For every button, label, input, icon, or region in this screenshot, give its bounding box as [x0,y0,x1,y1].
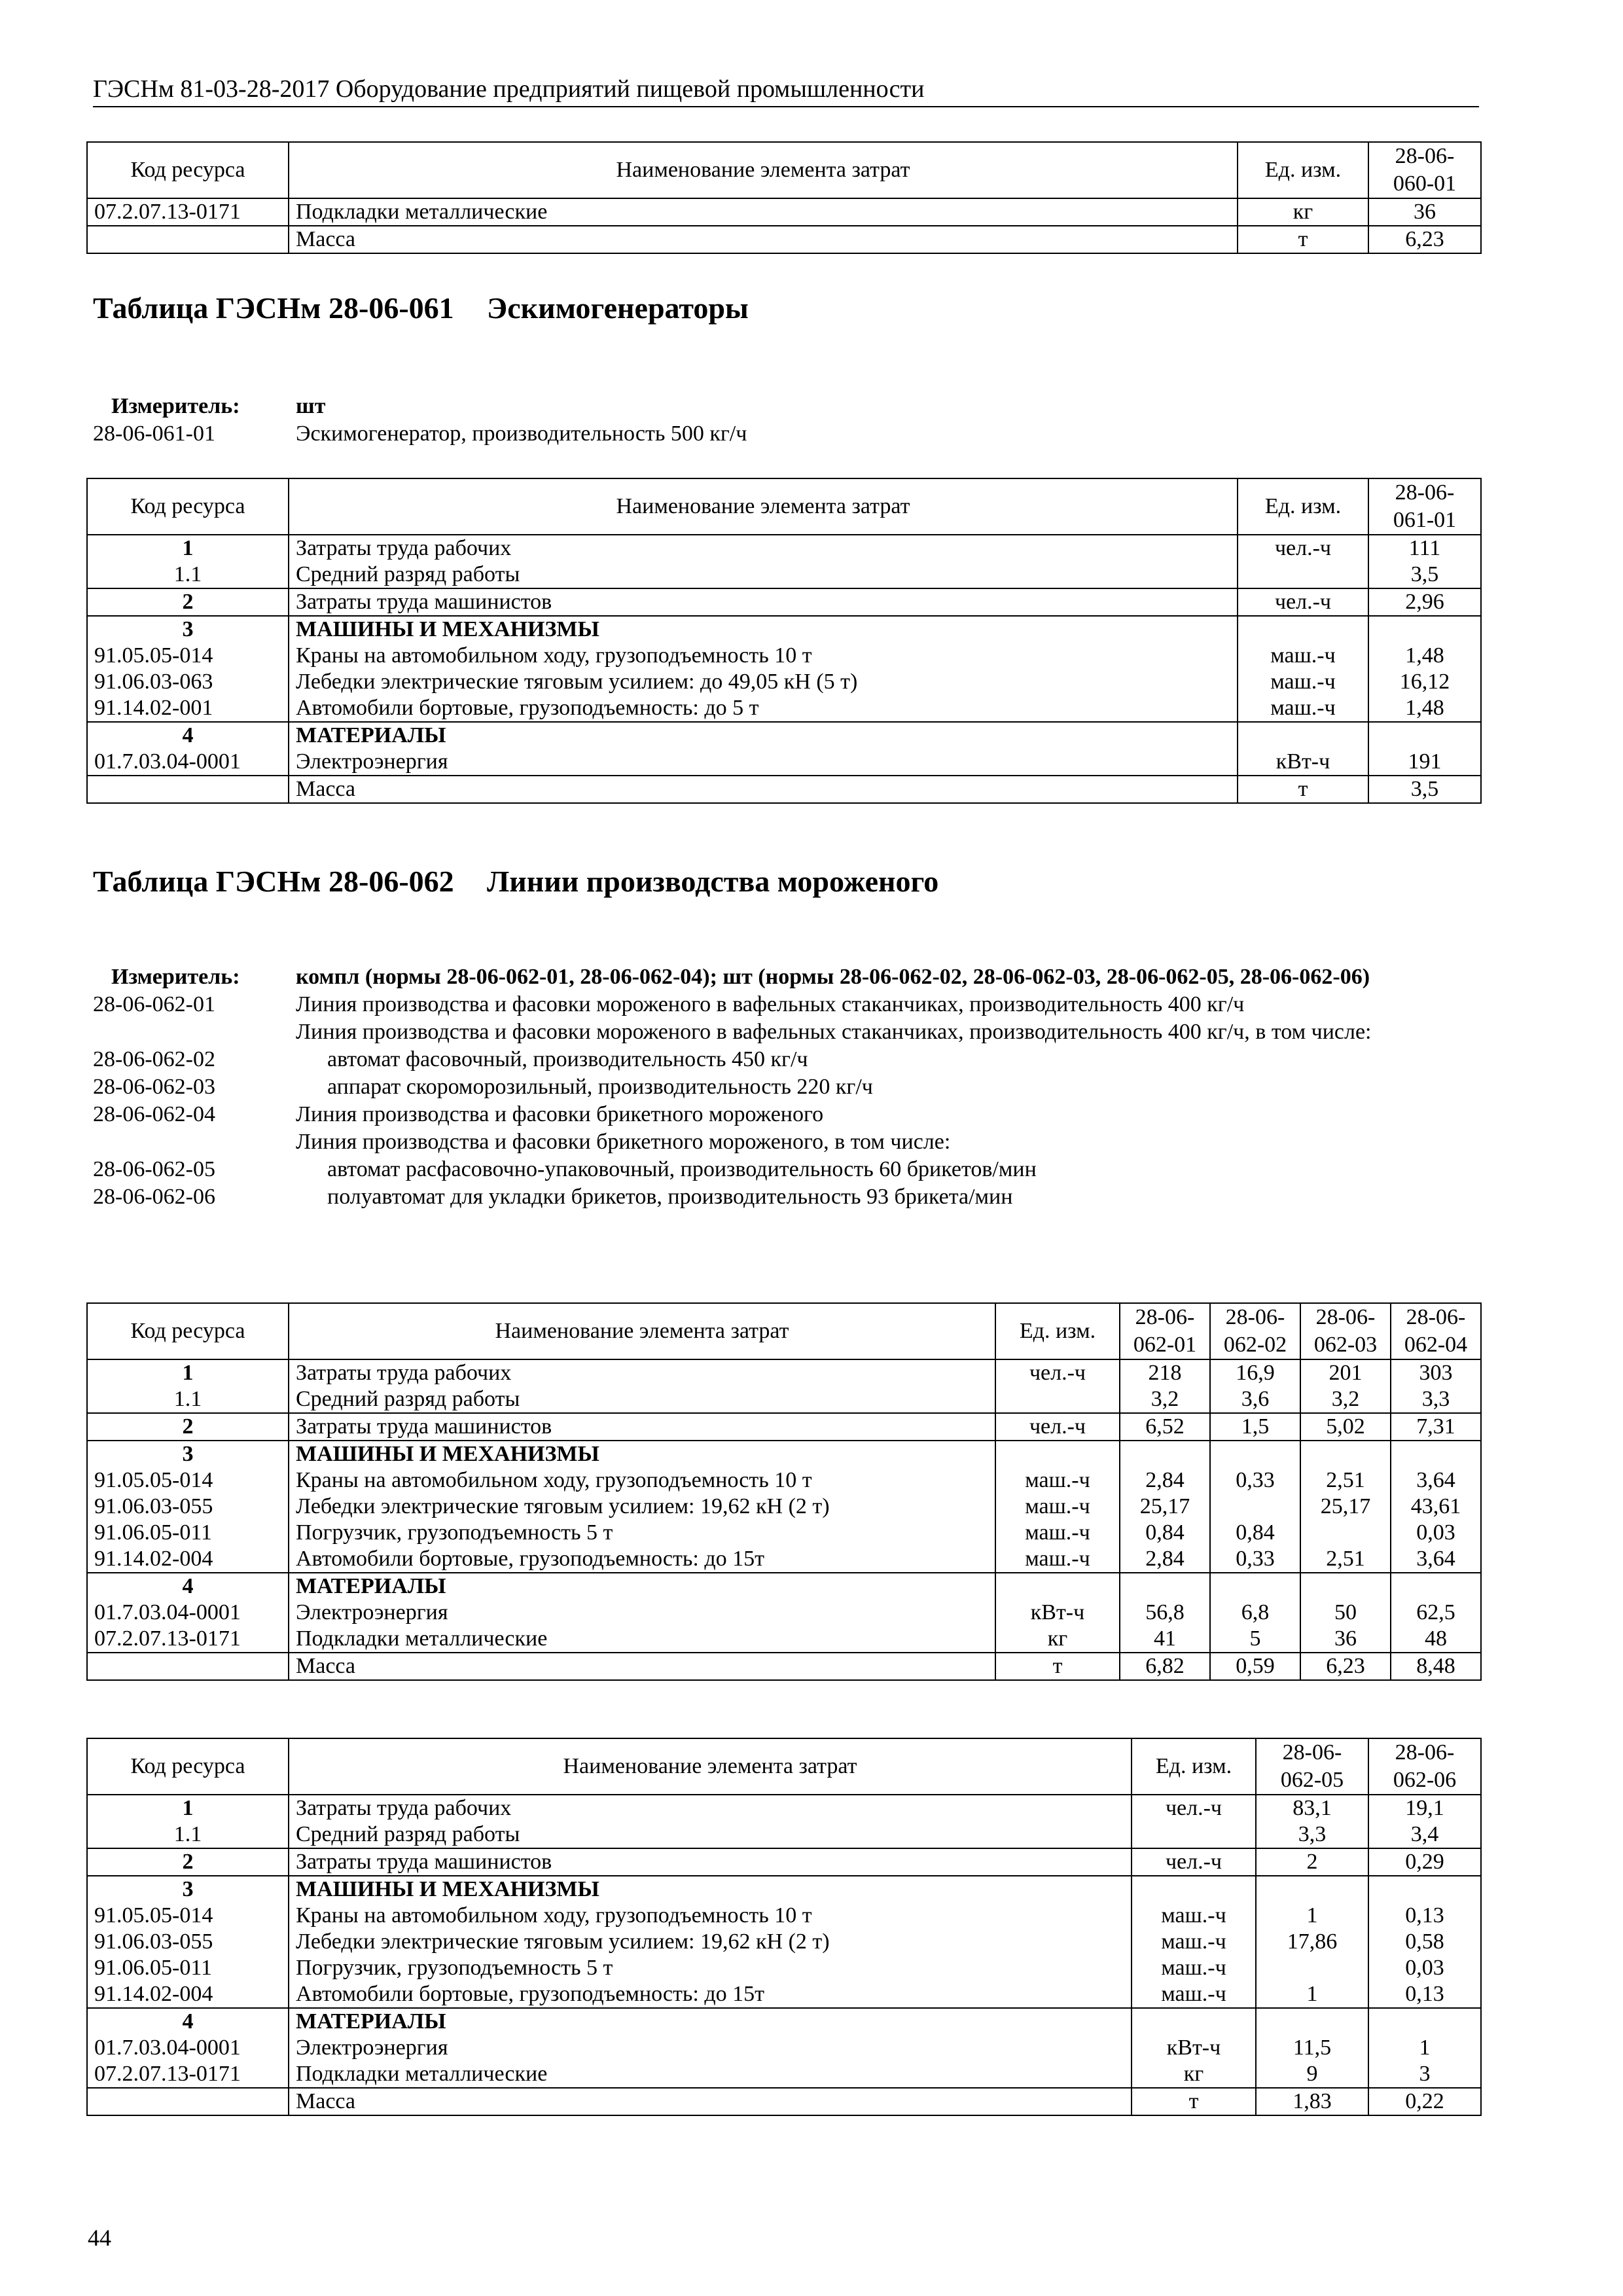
header-norm-col: 28-06-061-01 [1368,478,1481,535]
norm-item [93,1156,1479,1183]
table-row [87,669,1481,695]
unit: кВт-ч [995,1600,1120,1626]
measure-label: Измеритель: [111,394,240,418]
table-row [87,535,1481,562]
measure-row [93,963,1479,991]
norm-value-3: 36 [1300,1626,1391,1653]
table-row [87,1359,1481,1386]
resource-name: Погрузчик, грузоподъемность 5 т [289,1520,995,1546]
unit [1238,616,1368,643]
table-row [87,695,1481,722]
table-title-062 [93,863,1479,941]
norm-value-2 [1210,1441,1300,1467]
unit [995,1386,1120,1413]
unit: маш.-ч [1132,1903,1256,1929]
unit: чел.-ч [995,1413,1120,1441]
resource-code: 3 [87,1441,289,1467]
norm-value-2: 3,4 [1368,1821,1481,1848]
norm-description: Линия производства и фасовки мороженого в вафельных стаканчиках, производительность 400 кг/ч, в том числе: [296,1020,1372,1044]
norm-value-1 [1368,616,1481,643]
resource-code: 1.1 [87,1386,289,1413]
norm-value-4: 48 [1391,1626,1481,1653]
header-norm-col-2: 28-06-062-02 [1210,1303,1300,1359]
norm-value-4: 43,61 [1391,1494,1481,1520]
header-name: Наименование элемента затрат [289,478,1238,535]
page-number: 44 [88,2225,111,2251]
norm-value-1: 6,23 [1368,226,1481,253]
norm-value-1: 2,96 [1368,588,1481,616]
unit: чел.-ч [1238,588,1368,616]
table-row [87,1626,1481,1653]
norm-value-2: 0,22 [1368,2088,1481,2115]
resource-name: МАШИНЫ И МЕХАНИЗМЫ [289,616,1238,643]
norm-value-2: 0,13 [1368,1981,1481,2008]
norm-value-1: 111 [1368,535,1481,562]
resource-name: Автомобили бортовые, грузоподъемность: до 5 т [289,695,1238,722]
norm-value-1: 3,3 [1256,1821,1368,1848]
header-unit: Ед. изм. [1238,142,1368,198]
norm-value-1: 41 [1120,1626,1210,1653]
resource-code: 91.05.05-014 [87,1903,289,1929]
norm-value-2 [1368,2008,1481,2035]
norm-value-4 [1391,1573,1481,1600]
norm-value-1: 3,5 [1368,562,1481,588]
unit: маш.-ч [1132,1955,1256,1981]
norm-code: 28-06-062-02 [93,1047,215,1071]
table-row [87,1441,1481,1467]
table-number: Таблица ГЭСНм 28-06-061 [93,291,454,325]
table-header-row [87,1738,1481,1795]
header-norm-col-2: 28-06-062-06 [1368,1738,1481,1795]
resource-code: 4 [87,722,289,749]
unit [1238,562,1368,588]
norm-value-2: 0,13 [1368,1903,1481,1929]
table-row [87,1494,1481,1520]
norm-value-4: 62,5 [1391,1600,1481,1626]
table-row [87,2061,1481,2088]
resource-table-062-b [86,1738,1482,2116]
norm-value-1: 83,1 [1256,1795,1368,1821]
table-row [87,1821,1481,1848]
resource-name: Средний разряд работы [289,1386,995,1413]
norm-value-2 [1210,1494,1300,1520]
unit: кВт-ч [1132,2035,1256,2061]
resource-name: Затраты труда машинистов [289,588,1238,616]
table-row [87,1955,1481,1981]
norm-value-2: 3,6 [1210,1386,1300,1413]
header-name: Наименование элемента затрат [289,1738,1132,1795]
header-name: Наименование элемента затрат [289,1303,995,1359]
norm-value-2: 0,33 [1210,1467,1300,1494]
norm-value-1: 3,2 [1120,1386,1210,1413]
norm-value-1 [1256,2008,1368,2035]
unit: чел.-ч [1132,1795,1256,1821]
norm-value-1: 17,86 [1256,1929,1368,1955]
resource-name: МАШИНЫ И МЕХАНИЗМЫ [289,1441,995,1467]
resource-name: МАШИНЫ И МЕХАНИЗМЫ [289,1876,1132,1903]
measure-block-062 [93,963,1479,1211]
header-code: Код ресурса [87,142,289,198]
header-unit: Ед. изм. [995,1303,1120,1359]
table-title-061 [93,289,1479,368]
unit: чел.-ч [995,1359,1120,1386]
norm-code: 28-06-062-06 [93,1185,215,1209]
norm-value-1 [1120,1573,1210,1600]
resource-name: Средний разряд работы [289,562,1238,588]
resource-code: 1 [87,535,289,562]
norm-value-3 [1300,1573,1391,1600]
norm-item [93,1101,1479,1128]
header-norm-col-1: 28-06-062-01 [1120,1303,1210,1359]
table-row [87,1467,1481,1494]
resource-name: Электроэнергия [289,1600,995,1626]
resource-code [87,776,289,803]
norm-value-4: 3,3 [1391,1386,1481,1413]
unit [1132,1876,1256,1903]
resource-name: Лебедки электрические тяговым усилием: 19,62 кН (2 т) [289,1494,995,1520]
resource-code: 01.7.03.04-0001 [87,1600,289,1626]
resource-code: 1 [87,1795,289,1821]
table-row [87,2035,1481,2061]
table-row [87,226,1481,253]
norm-code: 28-06-062-03 [93,1075,215,1099]
norm-code: 28-06-062-05 [93,1157,215,1181]
norm-item [93,991,1479,1018]
unit: кг [995,1626,1120,1653]
norm-description: Линия производства и фасовки брикетного мороженого, в том числе: [296,1130,951,1154]
resource-code: 3 [87,616,289,643]
table-row [87,562,1481,588]
header-unit: Ед. изм. [1238,478,1368,535]
norm-value-3: 5,02 [1300,1413,1391,1441]
resource-name: Подкладки металлические [289,1626,995,1653]
norm-value-1 [1256,1876,1368,1903]
unit: т [1132,2088,1256,2115]
norm-value-2 [1368,1876,1481,1903]
resource-name: Затраты труда рабочих [289,1359,995,1386]
norm-value-2: 5 [1210,1626,1300,1653]
resource-code: 2 [87,1848,289,1876]
resource-code: 91.06.03-055 [87,1494,289,1520]
norm-description: Эскимогенератор, производительность 500 кг/ч [296,422,747,446]
norm-value-4: 8,48 [1391,1653,1481,1680]
resource-code: 4 [87,2008,289,2035]
unit: маш.-ч [1238,643,1368,669]
resource-code: 4 [87,1573,289,1600]
norm-value-2: 19,1 [1368,1795,1481,1821]
norm-description: аппарат скороморозильный, производительность 220 кг/ч [327,1075,873,1099]
resource-name: Электроэнергия [289,749,1238,776]
table-header-row [87,1303,1481,1359]
norm-value-1: 36 [1368,198,1481,226]
unit: маш.-ч [1238,695,1368,722]
norm-value-3 [1300,1520,1391,1546]
table-row [87,1929,1481,1955]
norm-item [93,1073,1479,1101]
resource-table-060 [86,141,1482,254]
unit: маш.-ч [995,1520,1120,1546]
table-row [87,1413,1481,1441]
header-norm-col-4: 28-06-062-04 [1391,1303,1481,1359]
resource-code [87,2088,289,2115]
unit [1132,2008,1256,2035]
resource-code: 07.2.07.13-0171 [87,198,289,226]
unit: маш.-ч [995,1546,1120,1573]
resource-table-062-a [86,1302,1482,1681]
unit: т [1238,776,1368,803]
resource-name: Автомобили бортовые, грузоподъемность: до 15т [289,1546,995,1573]
table-row [87,1876,1481,1903]
unit: т [995,1653,1120,1680]
header-norm-col-3: 28-06-062-03 [1300,1303,1391,1359]
resource-code: 1.1 [87,562,289,588]
norm-value-1: 16,12 [1368,669,1481,695]
norm-value-2: 3 [1368,2061,1481,2088]
table-header-row [87,142,1481,198]
resource-code: 91.06.05-011 [87,1520,289,1546]
norm-value-3: 6,23 [1300,1653,1391,1680]
resource-name: Лебедки электрические тяговым усилием: 19,62 кН (2 т) [289,1929,1132,1955]
table-row [87,1573,1481,1600]
norm-value-1: 1,83 [1256,2088,1368,2115]
norm-value-2: 1,5 [1210,1413,1300,1441]
norm-item [93,1018,1479,1046]
norm-value-1: 6,52 [1120,1413,1210,1441]
norm-code: 28-06-062-01 [93,992,215,1016]
norm-value-4: 3,64 [1391,1467,1481,1494]
header-norm-col: 28-06-060-01 [1368,142,1481,198]
norm-description: Линия производства и фасовки мороженого в вафельных стаканчиках, производительность 400 кг/ч [296,992,1245,1016]
resource-name: Подкладки металлические [289,198,1238,226]
resource-name: Средний разряд работы [289,1821,1132,1848]
resource-name: Погрузчик, грузоподъемность 5 т [289,1955,1132,1981]
norm-value-3: 50 [1300,1600,1391,1626]
norm-value-1: 218 [1120,1359,1210,1386]
norm-value-3: 3,2 [1300,1386,1391,1413]
norm-value-1: 191 [1368,749,1481,776]
resource-name: Краны на автомобильном ходу, грузоподъемность 10 т [289,1467,995,1494]
header-code: Код ресурса [87,1303,289,1359]
norm-value-3: 201 [1300,1359,1391,1386]
norm-value-2: 6,8 [1210,1600,1300,1626]
norm-value-1: 1,48 [1368,695,1481,722]
norm-value-1: 2,84 [1120,1467,1210,1494]
header-unit: Ед. изм. [1132,1738,1256,1795]
measure-block-061 [93,393,1479,448]
table-row [87,1546,1481,1573]
norm-value-2: 16,9 [1210,1359,1300,1386]
norm-value-1: 56,8 [1120,1600,1210,1626]
table-row [87,2008,1481,2035]
resource-name: Подкладки металлические [289,2061,1132,2088]
table-row [87,1653,1481,1680]
header-code: Код ресурса [87,1738,289,1795]
norm-value-3: 2,51 [1300,1546,1391,1573]
running-header: ГЭСНм 81-03-28-2017 Оборудование предприятий пищевой промышленности [93,73,1479,107]
resource-name: Электроэнергия [289,2035,1132,2061]
norm-value-1: 9 [1256,2061,1368,2088]
norm-item [93,1183,1479,1211]
resource-code [87,226,289,253]
norm-description: автомат фасовочный, производительность 450 кг/ч [327,1047,808,1071]
norm-value-1: 25,17 [1120,1494,1210,1520]
norm-value-1 [1368,722,1481,749]
resource-name: Масса [289,226,1238,253]
resource-name: Затраты труда машинистов [289,1413,995,1441]
table-name: Линии производства мороженого [487,865,939,898]
norm-item [93,1128,1479,1156]
resource-code: 2 [87,588,289,616]
table-row [87,722,1481,749]
table-row [87,1903,1481,1929]
table-number: Таблица ГЭСНм 28-06-062 [93,865,454,898]
norm-value-4: 3,64 [1391,1546,1481,1573]
resource-name: МАТЕРИАЛЫ [289,2008,1132,2035]
resource-code: 91.14.02-001 [87,695,289,722]
table-row [87,1795,1481,1821]
resource-code: 91.06.03-055 [87,1929,289,1955]
table-row [87,1848,1481,1876]
unit: т [1238,226,1368,253]
resource-name: Затраты труда рабочих [289,535,1238,562]
resource-name: Краны на автомобильном ходу, грузоподъемность 10 т [289,1903,1132,1929]
table-row [87,1981,1481,2008]
unit: чел.-ч [1132,1848,1256,1876]
norm-value-2: 0,59 [1210,1653,1300,1680]
unit: маш.-ч [1132,1929,1256,1955]
norm-value-4: 7,31 [1391,1413,1481,1441]
norm-value-4: 303 [1391,1359,1481,1386]
resource-code: 01.7.03.04-0001 [87,2035,289,2061]
unit [1132,1821,1256,1848]
resource-name: Затраты труда рабочих [289,1795,1132,1821]
unit [995,1441,1120,1467]
norm-code: 28-06-062-04 [93,1102,215,1126]
norm-value-1 [1256,1955,1368,1981]
table-name: Эскимогенераторы [487,291,749,325]
unit: маш.-ч [995,1467,1120,1494]
resource-name: МАТЕРИАЛЫ [289,722,1238,749]
resource-name: Лебедки электрические тяговым усилием: до 49,05 кН (5 т) [289,669,1238,695]
norm-value-4: 0,03 [1391,1520,1481,1546]
resource-code: 2 [87,1413,289,1441]
resource-code: 01.7.03.04-0001 [87,749,289,776]
resource-code: 91.05.05-014 [87,1467,289,1494]
table-row [87,588,1481,616]
norm-description: полуавтомат для укладки брикетов, производительность 93 брикета/мин [327,1185,1013,1209]
unit: маш.-ч [995,1494,1120,1520]
table-row [87,776,1481,803]
header-name: Наименование элемента затрат [289,142,1238,198]
table-row [87,1386,1481,1413]
norm-value-2: 0,84 [1210,1520,1300,1546]
resource-name: Затраты труда машинистов [289,1848,1132,1876]
unit [1238,722,1368,749]
header-code: Код ресурса [87,478,289,535]
table-row [87,198,1481,226]
table-row [87,616,1481,643]
norm-code: 28-06-061-01 [93,422,215,446]
measure-label: Измеритель: [111,965,240,989]
norm-description: Линия производства и фасовки брикетного мороженого [296,1102,824,1126]
norm-value-2: 0,03 [1368,1955,1481,1981]
unit: маш.-ч [1238,669,1368,695]
resource-code: 1 [87,1359,289,1386]
norm-value-1: 1 [1256,1981,1368,2008]
unit: кг [1238,198,1368,226]
resource-code: 91.14.02-004 [87,1981,289,2008]
norm-value-1: 11,5 [1256,2035,1368,2061]
norm-value-3: 2,51 [1300,1467,1391,1494]
norm-item [93,1046,1479,1073]
norm-value-1: 6,82 [1120,1653,1210,1680]
unit: кг [1132,2061,1256,2088]
norm-description: автомат расфасовочно-упаковочный, производительность 60 брикетов/мин [327,1157,1037,1181]
measure-value: шт [296,394,326,418]
norm-value-3 [1300,1441,1391,1467]
table-row [87,749,1481,776]
header-norm-col-1: 28-06-062-05 [1256,1738,1368,1795]
norm-value-2: 0,29 [1368,1848,1481,1876]
norm-value-1: 1,48 [1368,643,1481,669]
norm-value-1: 3,5 [1368,776,1481,803]
norm-value-2: 1 [1368,2035,1481,2061]
norm-value-1: 2 [1256,1848,1368,1876]
resource-name: Автомобили бортовые, грузоподъемность: до 15т [289,1981,1132,2008]
measure-row [93,393,1479,420]
table-row [87,1520,1481,1546]
resource-name: Масса [289,776,1238,803]
norm-item [93,420,1479,448]
table-row [87,643,1481,669]
norm-value-2 [1210,1573,1300,1600]
table-row [87,2088,1481,2115]
unit: маш.-ч [1132,1981,1256,2008]
measure-value: компл (нормы 28-06-062-01, 28-06-062-04); шт (нормы 28-06-062-02, 28-06-062-03, 28-06-062-05, 28-06-062-06) [296,965,1370,989]
unit: кВт-ч [1238,749,1368,776]
resource-name: Масса [289,2088,1132,2115]
norm-value-1 [1120,1441,1210,1467]
norm-value-2: 0,33 [1210,1546,1300,1573]
resource-code: 91.14.02-004 [87,1546,289,1573]
table-header-row [87,478,1481,535]
resource-code [87,1653,289,1680]
norm-value-1: 2,84 [1120,1546,1210,1573]
resource-code: 91.06.03-063 [87,669,289,695]
norm-value-2: 0,58 [1368,1929,1481,1955]
resource-code: 1.1 [87,1821,289,1848]
resource-code: 07.2.07.13-0171 [87,1626,289,1653]
unit: чел.-ч [1238,535,1368,562]
norm-value-1: 0,84 [1120,1520,1210,1546]
resource-code: 91.05.05-014 [87,643,289,669]
resource-name: Краны на автомобильном ходу, грузоподъемность 10 т [289,643,1238,669]
table-row [87,1600,1481,1626]
unit [995,1573,1120,1600]
norm-value-3: 25,17 [1300,1494,1391,1520]
resource-code: 3 [87,1876,289,1903]
norm-value-1: 1 [1256,1903,1368,1929]
resource-table-061 [86,478,1482,804]
resource-name: Масса [289,1653,995,1680]
resource-code: 91.06.05-011 [87,1955,289,1981]
resource-code: 07.2.07.13-0171 [87,2061,289,2088]
resource-name: МАТЕРИАЛЫ [289,1573,995,1600]
norm-value-4 [1391,1441,1481,1467]
